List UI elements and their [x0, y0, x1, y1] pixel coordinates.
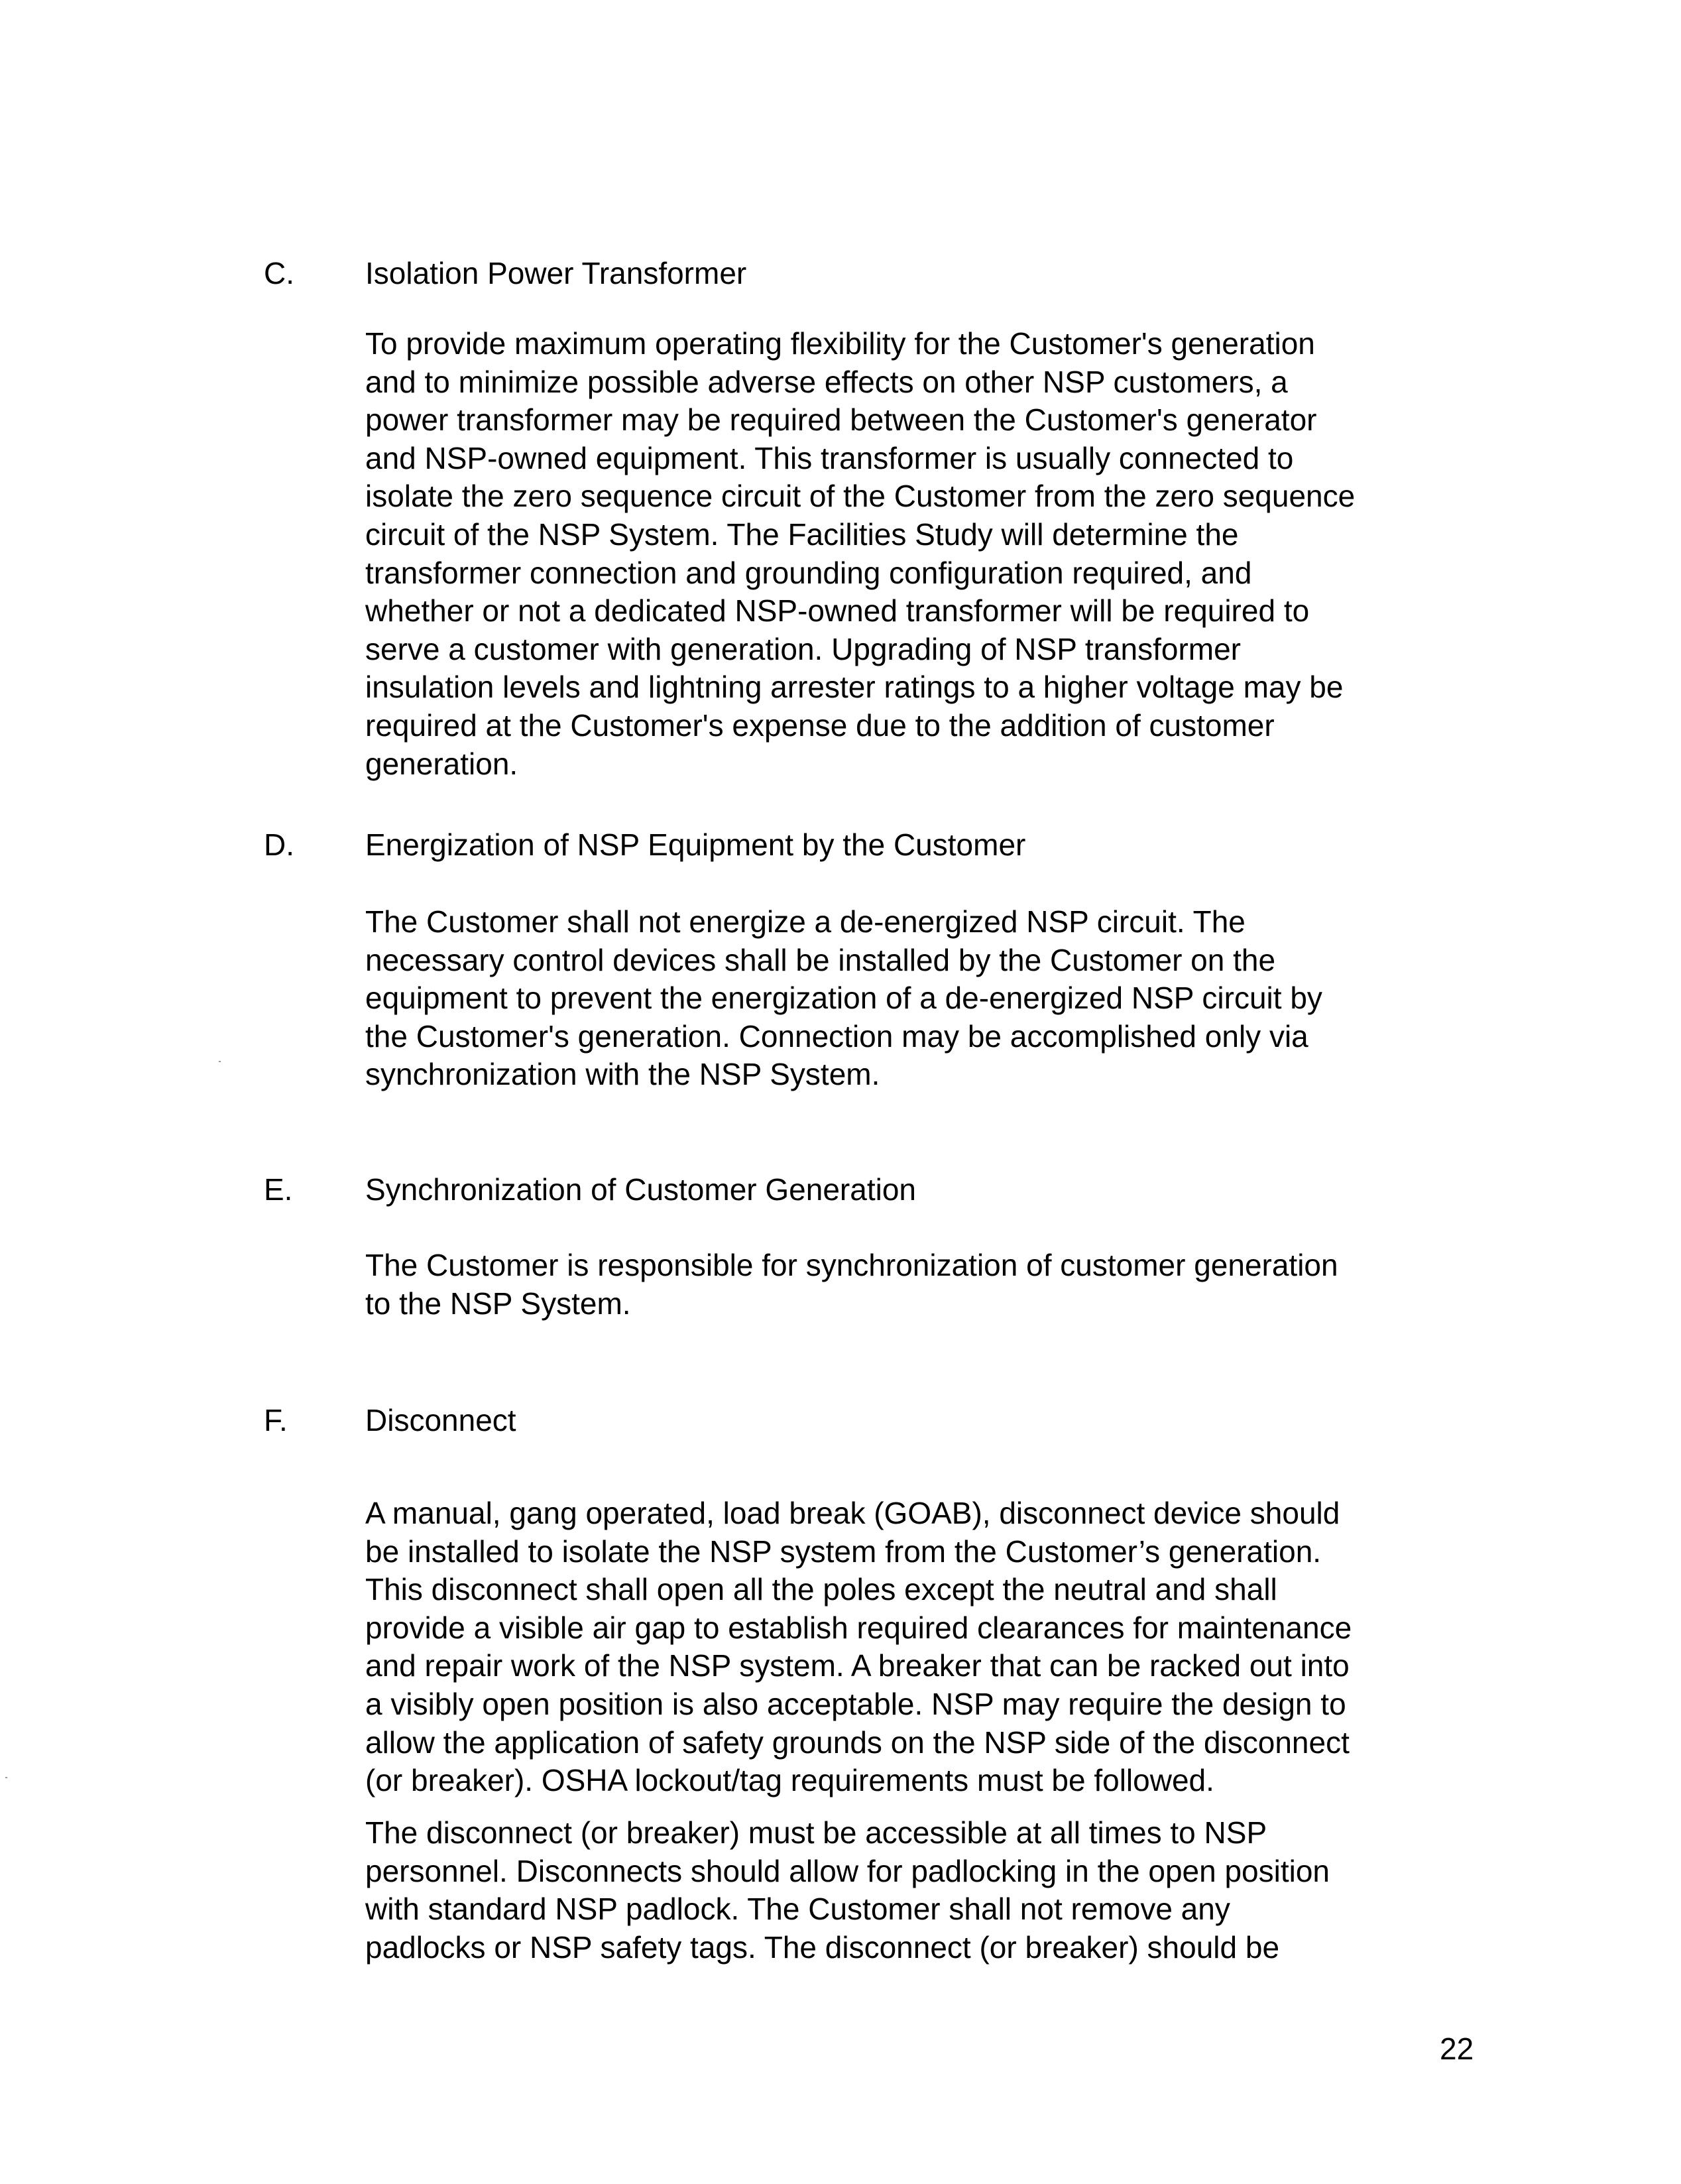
text-line: This disconnect shall open all the poles except the neutral and shall	[365, 1572, 1277, 1607]
text-line: The disconnect (or breaker) must be accessible at all times to NSP	[365, 1815, 1267, 1850]
section-title: Isolation Power Transformer	[365, 256, 747, 290]
text-line: and repair work of the NSP system. A breaker that can be racked out into	[365, 1648, 1350, 1683]
text-line: and NSP-owned equipment. This transformer is usually connected to	[365, 440, 1294, 475]
section-label: D.	[264, 827, 294, 862]
section-label: F.	[264, 1403, 288, 1437]
scan-artifact	[5, 1777, 7, 1778]
text-line: circuit of the NSP System. The Facilities Study will determine the	[365, 516, 1239, 552]
text-line: power transformer may be required between the Customer's generator	[365, 402, 1317, 438]
section-paragraph	[365, 903, 1532, 1094]
text-line: serve a customer with generation. Upgrading of NSP transformer	[365, 631, 1241, 666]
text-line: transformer connection and grounding configuration required, and	[365, 555, 1252, 590]
section-paragraph	[365, 1246, 1532, 1323]
text-line: insulation levels and lightning arrester ratings to a higher voltage may be	[365, 670, 1344, 705]
text-line: personnel. Disconnects should allow for padlocking in the open position	[365, 1853, 1330, 1888]
section-title: Synchronization of Customer Generation	[365, 1172, 916, 1207]
text-line: a visibly open position is also acceptable. NSP may require the design to	[365, 1686, 1346, 1721]
text-line: whether or not a dedicated NSP-owned transformer will be required to	[365, 593, 1310, 629]
section-title: Energization of NSP Equipment by the Customer	[365, 827, 1026, 862]
text-line: The Customer shall not energize a de-energized NSP circuit. The	[365, 904, 1246, 939]
text-line: A manual, gang operated, load break (GOAB), disconnect device should	[365, 1496, 1340, 1530]
text-line: synchronization with the NSP System.	[365, 1057, 880, 1092]
text-line: isolate the zero sequence circuit of the Customer from the zero sequence	[365, 479, 1356, 514]
text-line: provide a visible air gap to establish required clearances for maintenance	[365, 1610, 1352, 1645]
text-line: allow the application of safety grounds on the NSP side of the disconnect	[365, 1725, 1350, 1760]
text-line: padlocks or NSP safety tags. The disconnect (or breaker) should be	[365, 1929, 1280, 1965]
text-line: and to minimize possible adverse effects on other NSP customers, a	[365, 364, 1288, 399]
text-line: (or breaker). OSHA lockout/tag requirements must be followed.	[365, 1763, 1214, 1798]
text-line: required at the Customer's expense due to the addition of customer	[365, 707, 1275, 743]
text-line: The Customer is responsible for synchronization of customer generation	[365, 1248, 1338, 1282]
text-line: necessary control devices shall be installed by the Customer on the	[365, 942, 1276, 977]
section-paragraph	[365, 1494, 1532, 1800]
section-paragraph	[365, 1814, 1532, 1967]
text-line: be installed to isolate the NSP system from the Customer’s generation.	[365, 1534, 1322, 1569]
section-label: C.	[264, 256, 294, 290]
text-line: with standard NSP padlock. The Customer shall not remove any	[365, 1892, 1230, 1927]
text-line: generation.	[365, 746, 518, 781]
section-title: Disconnect	[365, 1403, 516, 1437]
text-line: the Customer's generation. Connection may be accomplished only via	[365, 1018, 1308, 1054]
scan-artifact	[219, 1061, 221, 1062]
section-label: E.	[264, 1172, 293, 1207]
section-paragraph	[365, 325, 1532, 783]
text-line: equipment to prevent the energization of a de-energized NSP circuit by	[365, 981, 1322, 1016]
page-number: 22	[1440, 2032, 1474, 2066]
text-line: to the NSP System.	[365, 1286, 631, 1321]
text-line: To provide maximum operating flexibility for the Customer's generation	[365, 326, 1315, 361]
